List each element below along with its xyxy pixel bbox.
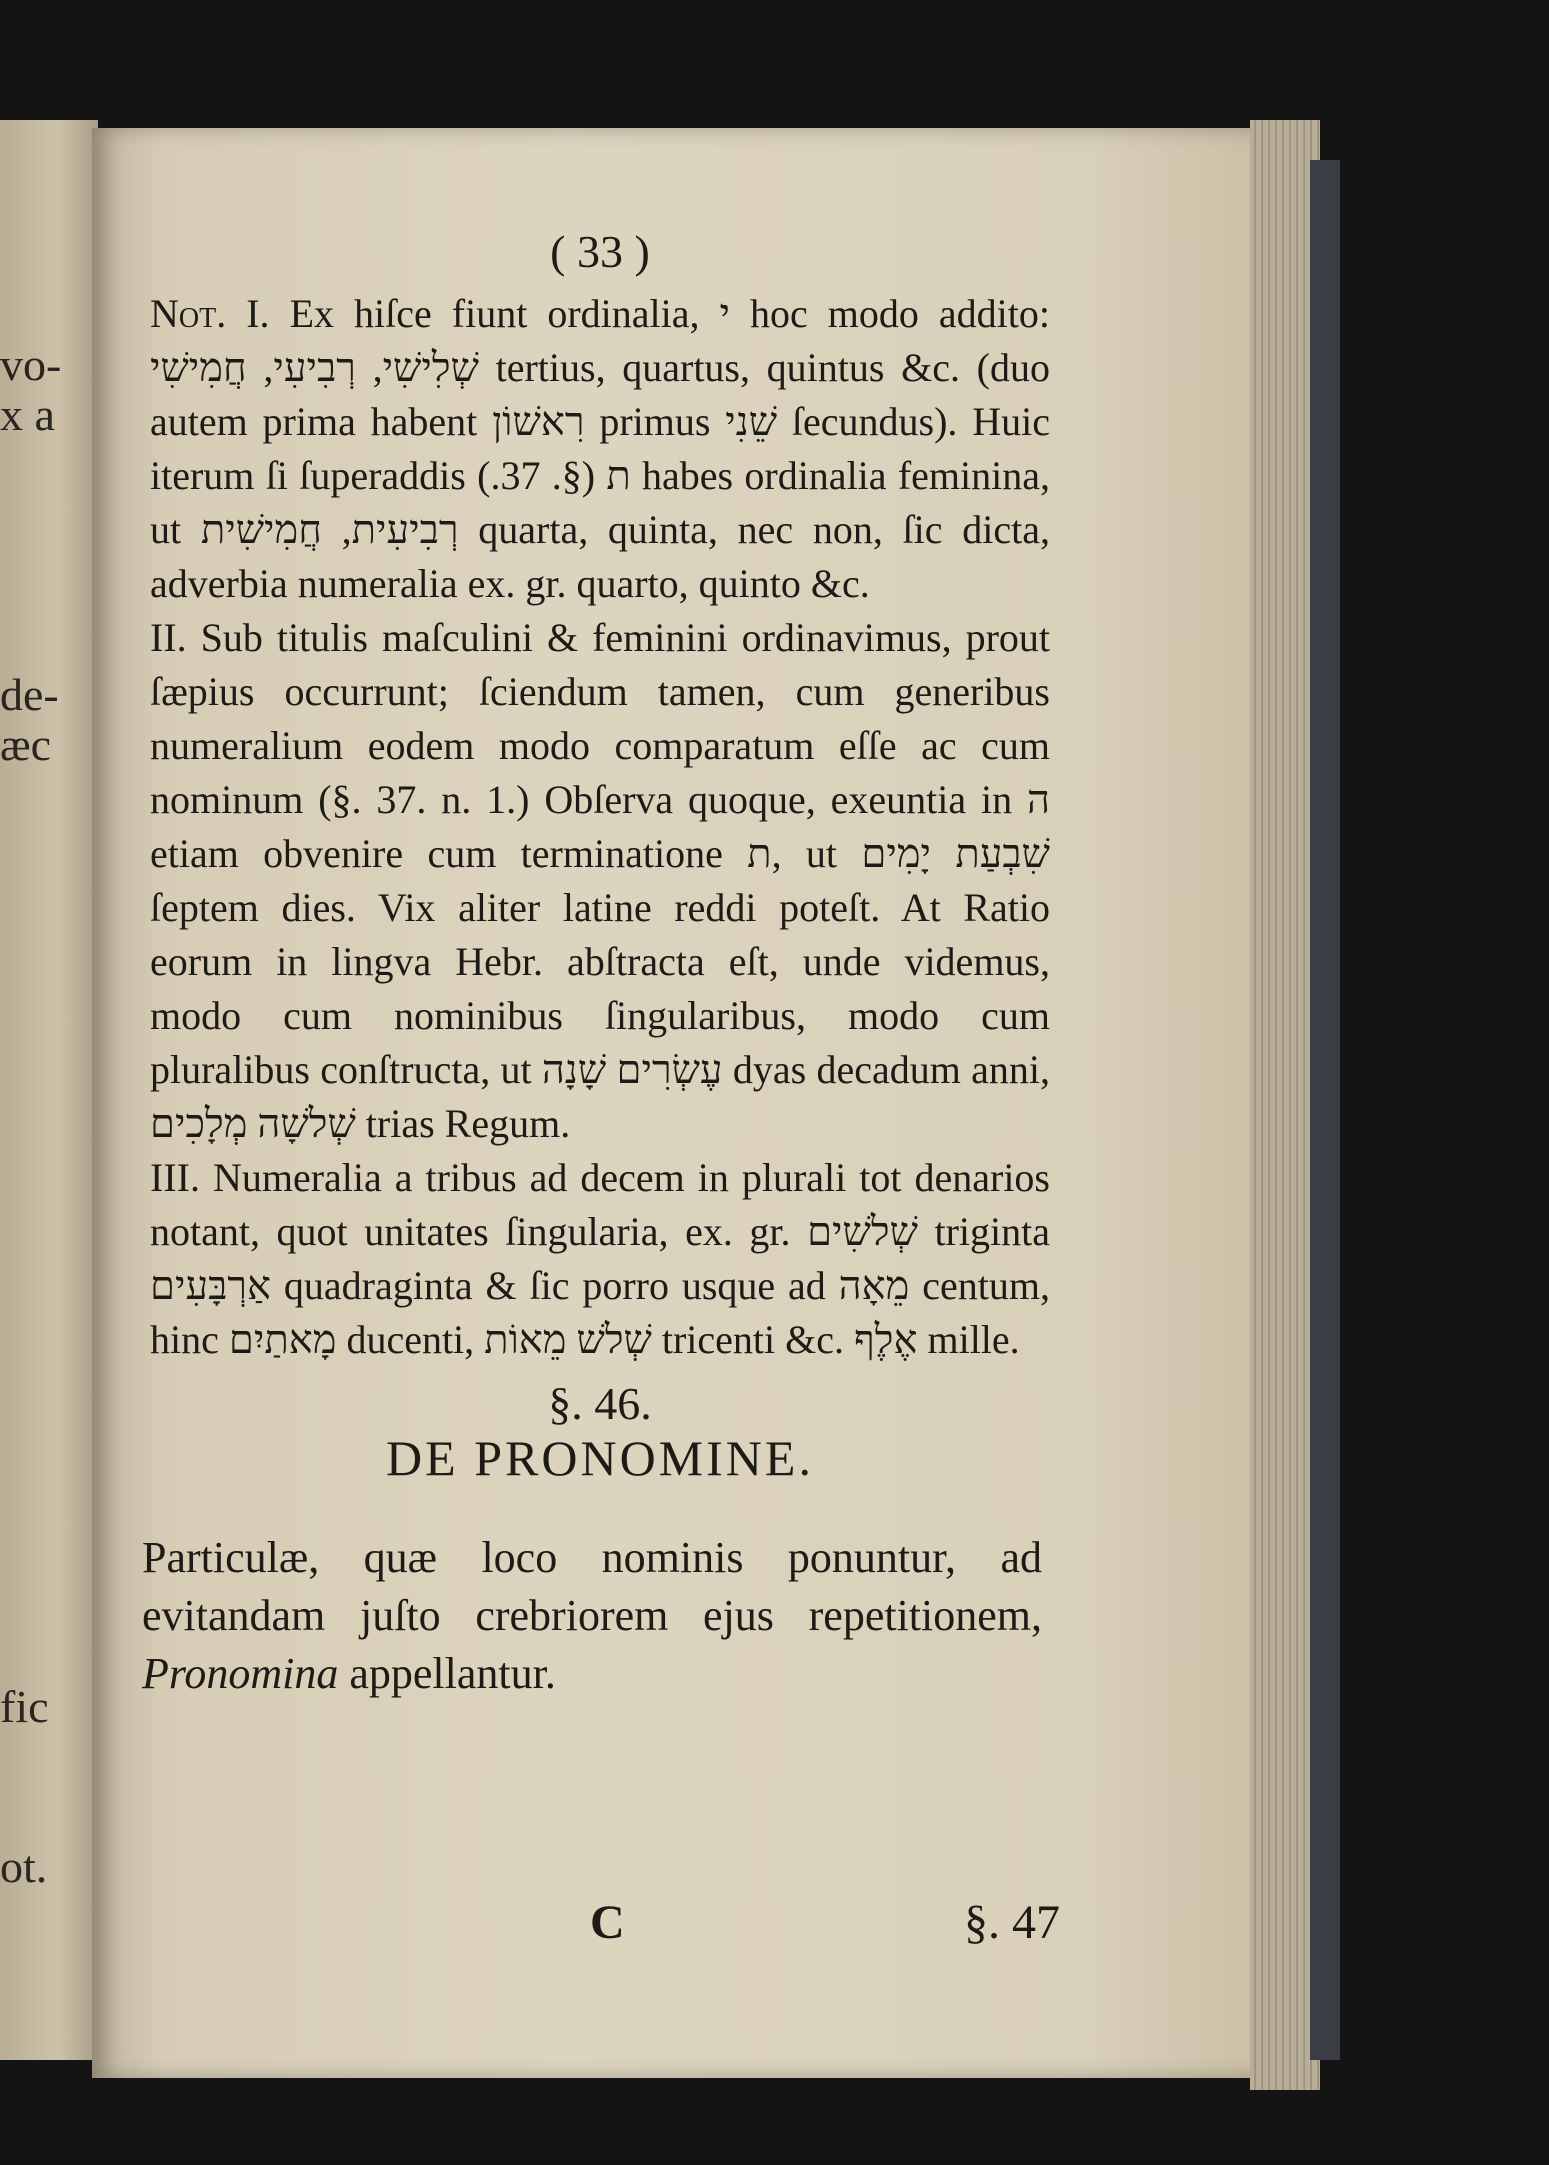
signature-mark: C [590, 1896, 625, 1949]
note-paragraph [150, 287, 1050, 611]
note-paragraph [150, 611, 1050, 1151]
section-body [142, 1529, 1042, 1703]
book-cover-edge [1310, 160, 1340, 2060]
note-label: III. [150, 1155, 200, 1200]
note-label: Not. I. [150, 291, 270, 336]
section-body-text: Particulæ, quæ loco nominis ponuntur, ad evitandam juſto crebriorem ejus repetitionem, [142, 1533, 1042, 1640]
note-label: II. [150, 615, 187, 660]
page-number: ( 33 ) [550, 226, 650, 277]
section-number: §. 46. [548, 1378, 652, 1429]
section-body-term: Pronomina [142, 1649, 339, 1698]
note-text: Sub titulis maſculini & feminini ordinavimus, prout ſæpius occurrunt; ſciendum tamen, cum generibus numeralium eodem modo comparatum eſſe ac cum nominum (§. 37. n. 1.) Obſerva quoque, exeuntia in ה etiam obvenire cum terminatione ת, ut שִׁבְעַת יָמִים ſeptem dies. Vix aliter latine reddi poteſt. At Ratio eorum in lingva Hebr. abſtracta eſt, unde videmus, modo cum nominibus ſingularibus, modo cum pluralibus conſtructa, ut עֶשְׂרִים שָׁנָה dyas decadum anni, שְׁלשָׁה מְלָכִים trias Regum. [150, 615, 1051, 1146]
note-paragraph [150, 1151, 1050, 1367]
catchword: §. 47 [964, 1896, 1060, 1949]
left-page-fragment: de- [0, 669, 59, 720]
left-page-fragment: vo- [0, 339, 62, 390]
left-page-fragment: fic [0, 1681, 49, 1732]
page-text [142, 225, 1051, 1747]
left-page-edge [0, 120, 98, 2060]
section-body-end: appellantur. [349, 1649, 556, 1698]
left-page-fragment: x a [0, 389, 55, 440]
section-heading: DE PRONOMINE. [386, 1430, 814, 1486]
note-text: Numeralia a tribus ad decem in plurali tot denarios notant, quot unitates ſingularia, ex. gr. שְׁלשִׁים triginta אַרְבָּעִים quadraginta & ſic porro usque ad מֵאָה centum, hinc מָאתַיִם ducenti, שְׁלשׁ מֵאוֹת tricenti &c. אֶלֶף mille. [150, 1155, 1051, 1362]
note-text: Ex hiſce fiunt ordinalia, י hoc modo addito: שְׁלִישִׁי, רְבִיעִי, חֲמִישִׁי tertius, quartus, quintus &c. (duo autem prima habent רִאשׁוֹן primus שֵׁנִי ſecundus). Huic iterum ſi ſuperaddis ת (§. 37.) habes ordinalia feminina, ut רְבִיעִית, חֲמִישִׁית quarta, quinta, nec non, ſic dicta, adverbia numeralia ex. gr. quarto, quinto &c. [150, 291, 1051, 606]
left-page-fragment: ot. [0, 1841, 48, 1892]
left-page-fragment: æc [0, 719, 52, 770]
